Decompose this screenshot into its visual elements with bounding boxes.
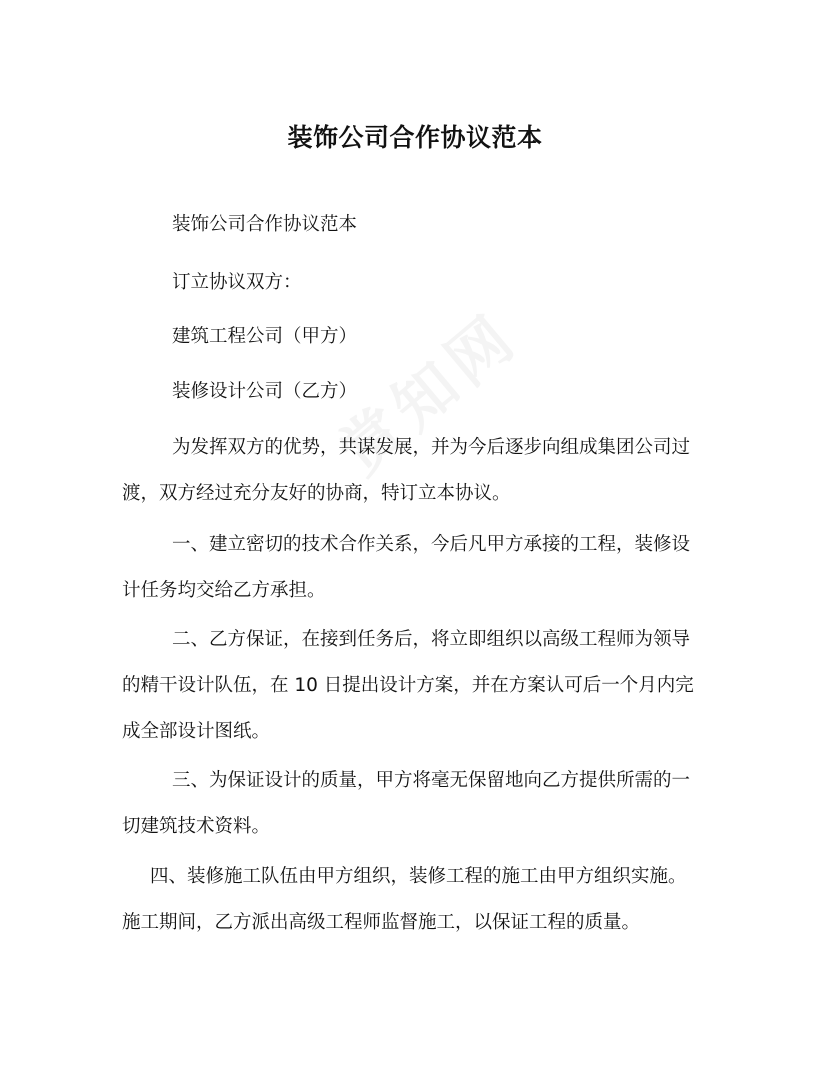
paragraph-line: 装饰公司合作协议范本 xyxy=(172,214,358,235)
paragraph-line: 渡，双方经过充分友好的协商，特订立本协议。 xyxy=(122,483,511,504)
paragraph-line: 建筑工程公司（甲方） xyxy=(172,326,358,347)
paragraph-preamble xyxy=(122,425,690,517)
paragraph-party-a xyxy=(172,314,357,360)
paragraph-clause-1 xyxy=(122,522,690,614)
paragraph-line: 一、建立密切的技术合作关系，今后凡甲方承接的工程，装修设 xyxy=(172,534,691,555)
paragraph-line: 二、乙方保证，在接到任务后，将立即组织以高级工程师为领导 xyxy=(172,629,691,650)
paragraph-line: 订立协议双方： xyxy=(172,272,302,293)
paragraph-line: 切建筑技术资料。 xyxy=(122,816,271,837)
paragraph-clause-4 xyxy=(122,854,687,946)
paragraph-clause-2 xyxy=(122,617,694,755)
document-title: 装饰公司合作协议范本 xyxy=(287,123,543,152)
paragraph-parties-heading xyxy=(172,260,302,306)
paragraph-line: 四、装修施工队伍由甲方组织，装修工程的施工由甲方组织实施。 xyxy=(150,866,687,887)
paragraph-line: 计任务均交给乙方承担。 xyxy=(122,580,326,601)
paragraph-line: 成全部设计图纸。 xyxy=(122,721,271,742)
paragraph-line: 装修设计公司（乙方） xyxy=(172,381,358,402)
paragraph-line: 的精干设计队伍，在 10 日提出设计方案，并在方案认可后一个月内完 xyxy=(122,675,694,696)
paragraph-party-b xyxy=(172,369,357,415)
paragraph-line: 三、为保证设计的质量，甲方将毫无保留地向乙方提供所需的一 xyxy=(172,770,691,791)
paragraph-line: 施工期间，乙方派出高级工程师监督施工，以保证工程的质量。 xyxy=(122,912,641,933)
paragraph-clause-3 xyxy=(122,758,690,850)
paragraph-subtitle xyxy=(172,202,357,248)
paragraph-line: 为发挥双方的优势，共谋发展，并为今后逐步向组成集团公司过 xyxy=(172,437,691,458)
